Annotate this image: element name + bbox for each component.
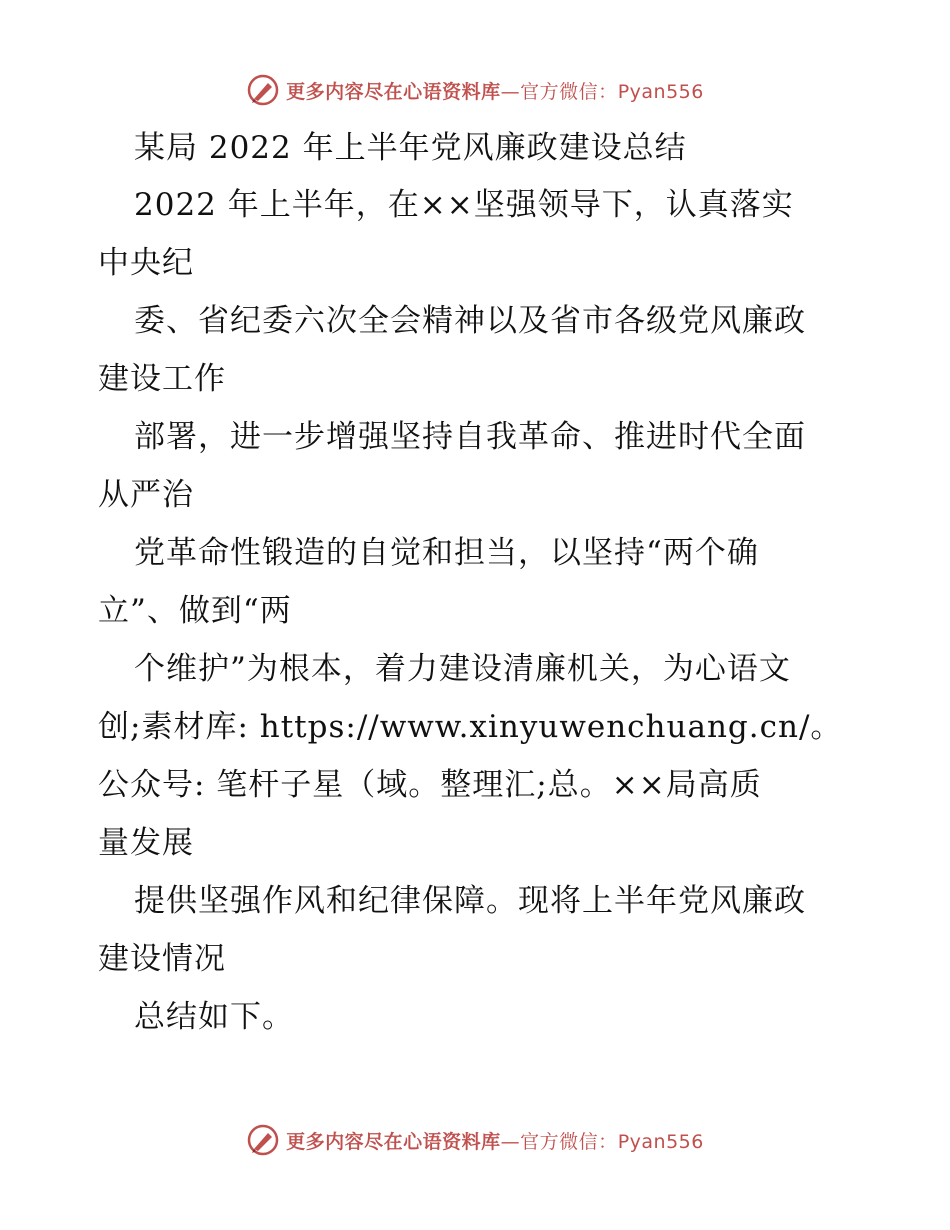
- paragraph-line: 建设工作: [98, 361, 226, 397]
- paragraph-line: 量发展: [98, 825, 194, 861]
- banner-wechat-label: 官方微信：: [520, 80, 618, 103]
- banner-wechat-id: Pyan556: [617, 1130, 704, 1153]
- paragraph-line: 提供坚强作风和纪律保障。现将上半年党风廉政: [134, 883, 806, 919]
- paragraph-line: 党革命性锻造的自觉和担当，以坚持“两个确: [134, 535, 759, 571]
- paragraph-line: 总结如下。: [134, 999, 294, 1035]
- paragraph-line: 中央纪: [98, 245, 194, 281]
- paragraph-line: 2022 年上半年，在××坚强领导下，认真落实: [134, 187, 794, 223]
- banner-separator: —: [500, 80, 521, 103]
- paragraph-line: 从严治: [98, 477, 194, 513]
- banner-main-text: 更多内容尽在心语资料库: [286, 80, 501, 103]
- document-title: 某局 2022 年上半年党风廉政建设总结: [134, 130, 687, 166]
- paragraph-line: 部署，进一步增强坚持自我革命、推进时代全面: [134, 419, 806, 455]
- pen-logo-icon: [246, 73, 280, 107]
- paragraph-line: 立”、做到“两: [98, 593, 292, 629]
- paragraph-line: 委、省纪委六次全会精神以及省市各级党风廉政: [134, 303, 806, 339]
- banner-main-text: 更多内容尽在心语资料库: [286, 1130, 501, 1153]
- footer-banner-text: [286, 1127, 704, 1154]
- banner-wechat-label: 官方微信：: [520, 1130, 618, 1153]
- pen-logo-icon: [246, 1123, 280, 1157]
- header-banner: [0, 70, 950, 110]
- paragraph-line: 公众号: 笔杆子星（域。整理汇;总。××局高质: [98, 767, 762, 803]
- paragraph-line: 个维护”为根本，着力建设清廉机关，为心语文: [134, 651, 791, 687]
- banner-wechat-id: Pyan556: [617, 80, 704, 103]
- banner-separator: —: [500, 1130, 521, 1153]
- paragraph-line-url: 创;素材库: https://www.xinyuwenchuang.cn/。: [98, 709, 843, 745]
- footer-banner: [0, 1120, 950, 1160]
- paragraph-line: 建设情况: [98, 941, 226, 977]
- header-banner-text: [286, 77, 704, 104]
